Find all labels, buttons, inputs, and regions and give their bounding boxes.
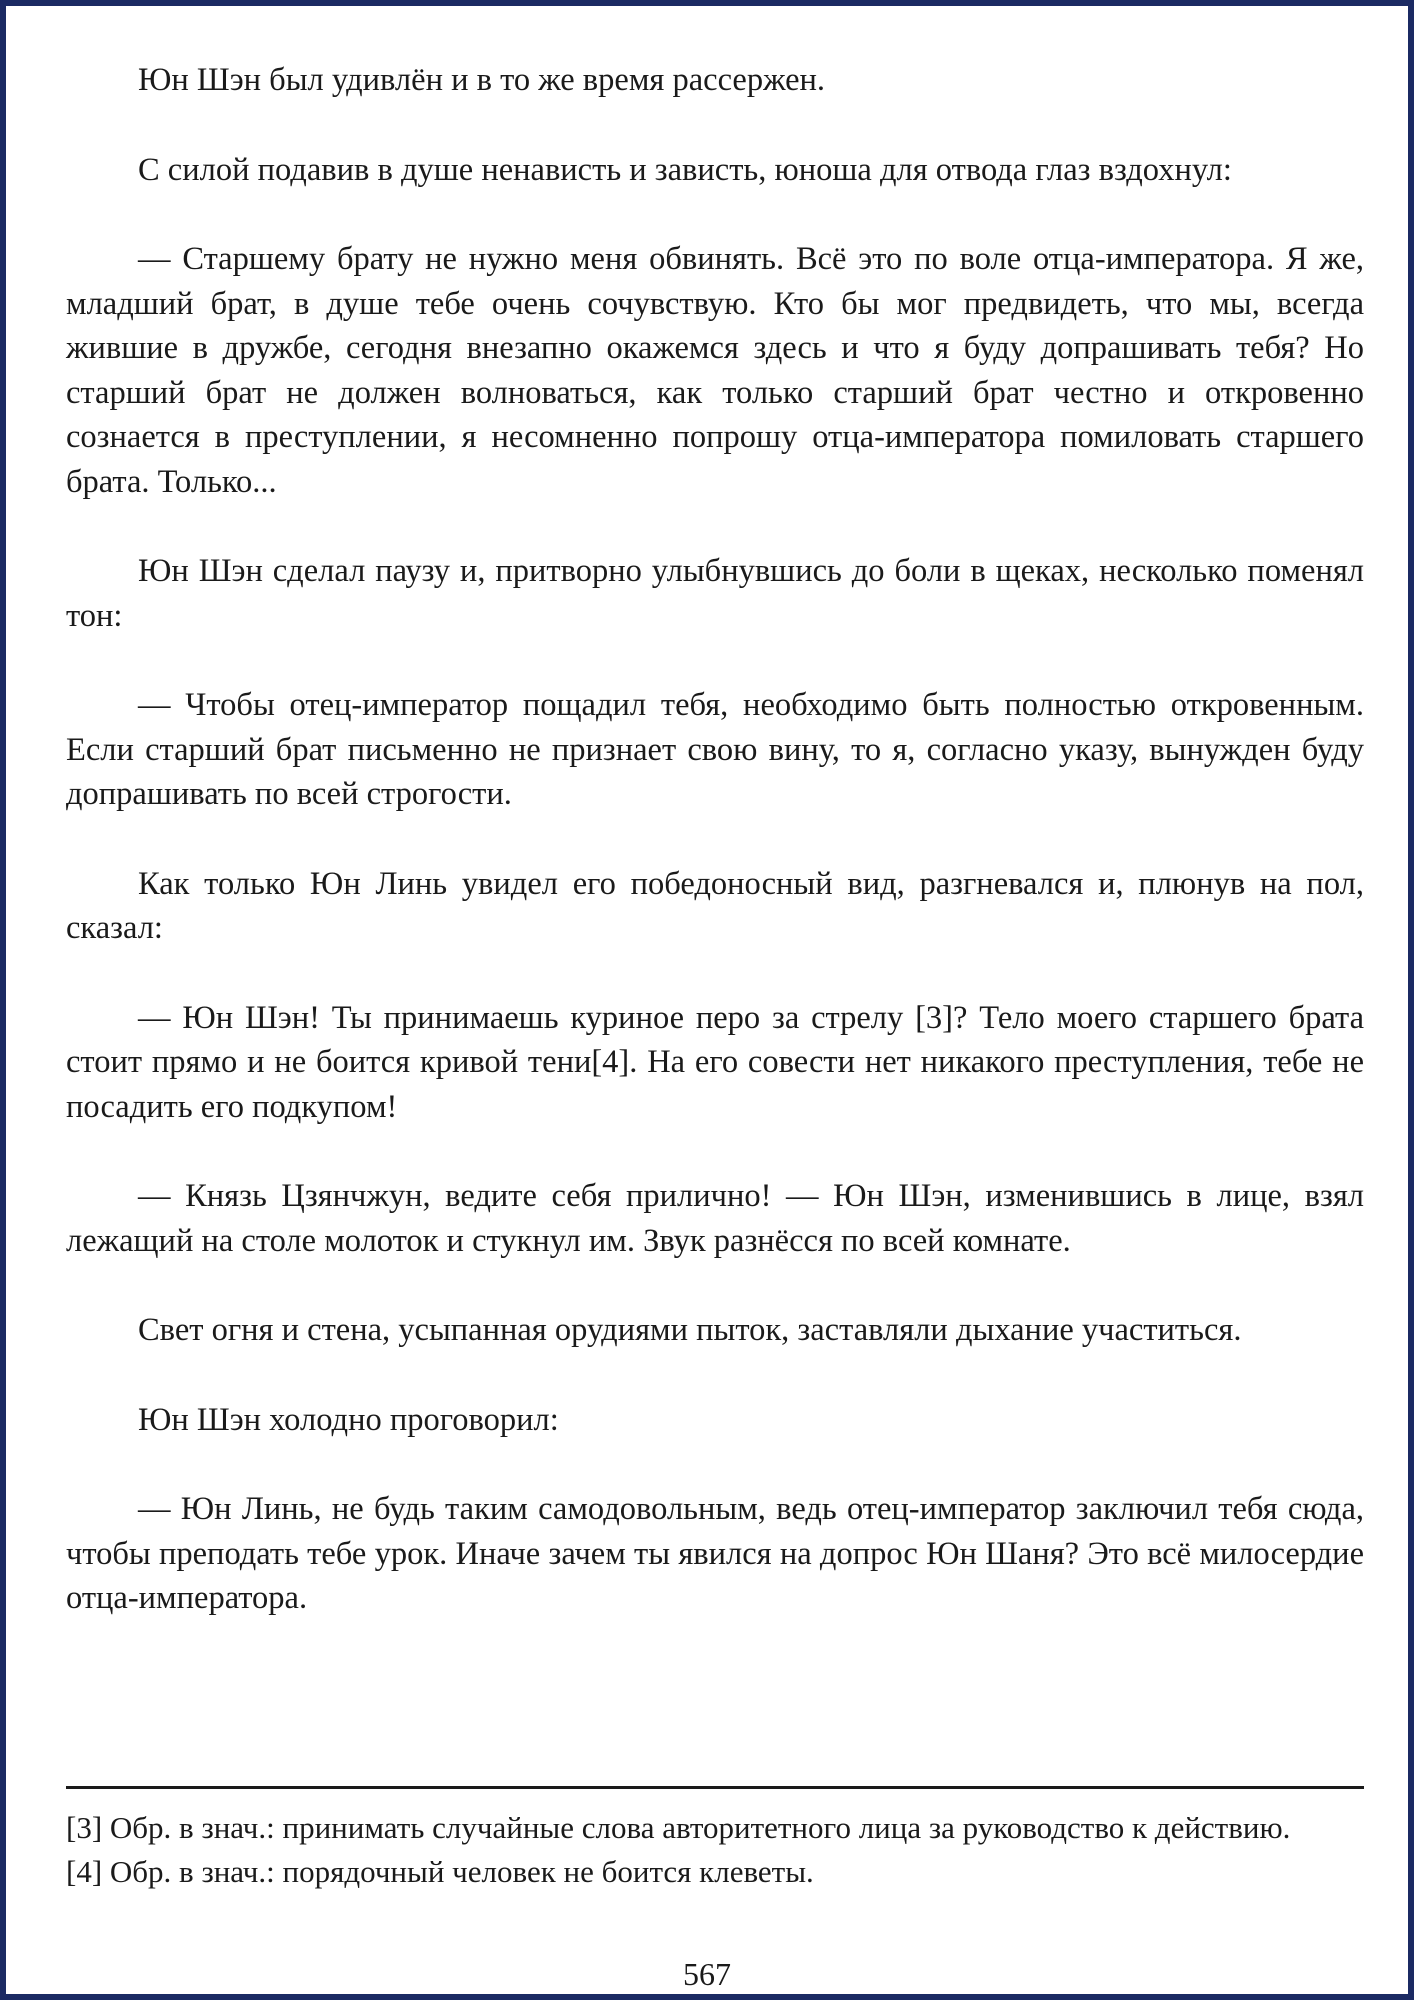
paragraph-2: С силой подавив в душе ненависть и зависть, юноша для отвода глаз вздохнул: bbox=[138, 151, 1232, 188]
paragraph-11: — Юн Линь, не будь таким самодовольным, ведь отец-император заключил тебя сюда, чтобы преподать тебе урок. Иначе зачем ты явился на допрос Юн Шаня? Это всё милосердие отца-императора. bbox=[66, 1491, 1364, 1616]
footnotes bbox=[66, 1806, 1364, 1894]
footnote-divider bbox=[66, 1786, 1364, 1789]
paragraph-7: — Юн Шэн! Ты принимаешь куриное перо за стрелу [3]? Тело моего старшего брата стоит прямо и не боится кривой тени[4]. На его совести нет никакого преступления, тебе не посадить его подкупом! bbox=[66, 999, 1364, 1125]
body-text bbox=[66, 58, 1364, 1666]
paragraph-3: — Старшему брату не нужно меня обвинять. Всё это по воле отца-императора. Я же, младший брат, в душе тебе очень сочувствую. Кто бы мог предвидеть, что мы, всегда жившие в дружбе, сегодня внезапно окажемся здесь и что я буду допрашивать тебя? Но старший брат не должен волноваться, как только старший брат честно и откровенно сознается в преступлении, я несомненно попрошу отца-императора помиловать старшего брата. Только... bbox=[66, 241, 1364, 500]
paragraph-9: Свет огня и стена, усыпанная орудиями пыток, заставляли дыхание участиться. bbox=[138, 1312, 1242, 1348]
footnote-4: [4] Обр. в знач.: порядочный человек не боится клеветы. bbox=[66, 1854, 814, 1889]
paragraph-5: — Чтобы отец-император пощадил тебя, необходимо быть полностью откровенным. Если старший брат письменно не признает свою вину, то я, согласно указу, вынужден буду допрашивать по всей строгости. bbox=[66, 687, 1364, 812]
paragraph-8: — Князь Цзянчжун, ведите себя прилично! — Юн Шэн, изменившись в лице, взял лежащий на столе молоток и стукнул им. Звук разнёсся по всей комнате. bbox=[66, 1178, 1364, 1259]
page-number: 567 bbox=[683, 1956, 731, 1992]
footnote-3: [3] Обр. в знач.: принимать случайные слова авторитетного лица за руководство к действию. bbox=[66, 1810, 1291, 1845]
paragraph-6: Как только Юн Линь увидел его победоносный вид, разгневался и, плюнув на пол, сказал: bbox=[66, 865, 1364, 946]
paragraph-4: Юн Шэн сделал паузу и, притворно улыбнувшись до боли в щеках, несколько поменял тон: bbox=[66, 553, 1364, 634]
paragraph-10: Юн Шэн холодно проговорил: bbox=[138, 1401, 559, 1438]
paragraph-1: Юн Шэн был удивлён и в то же время рассержен. bbox=[138, 62, 826, 98]
